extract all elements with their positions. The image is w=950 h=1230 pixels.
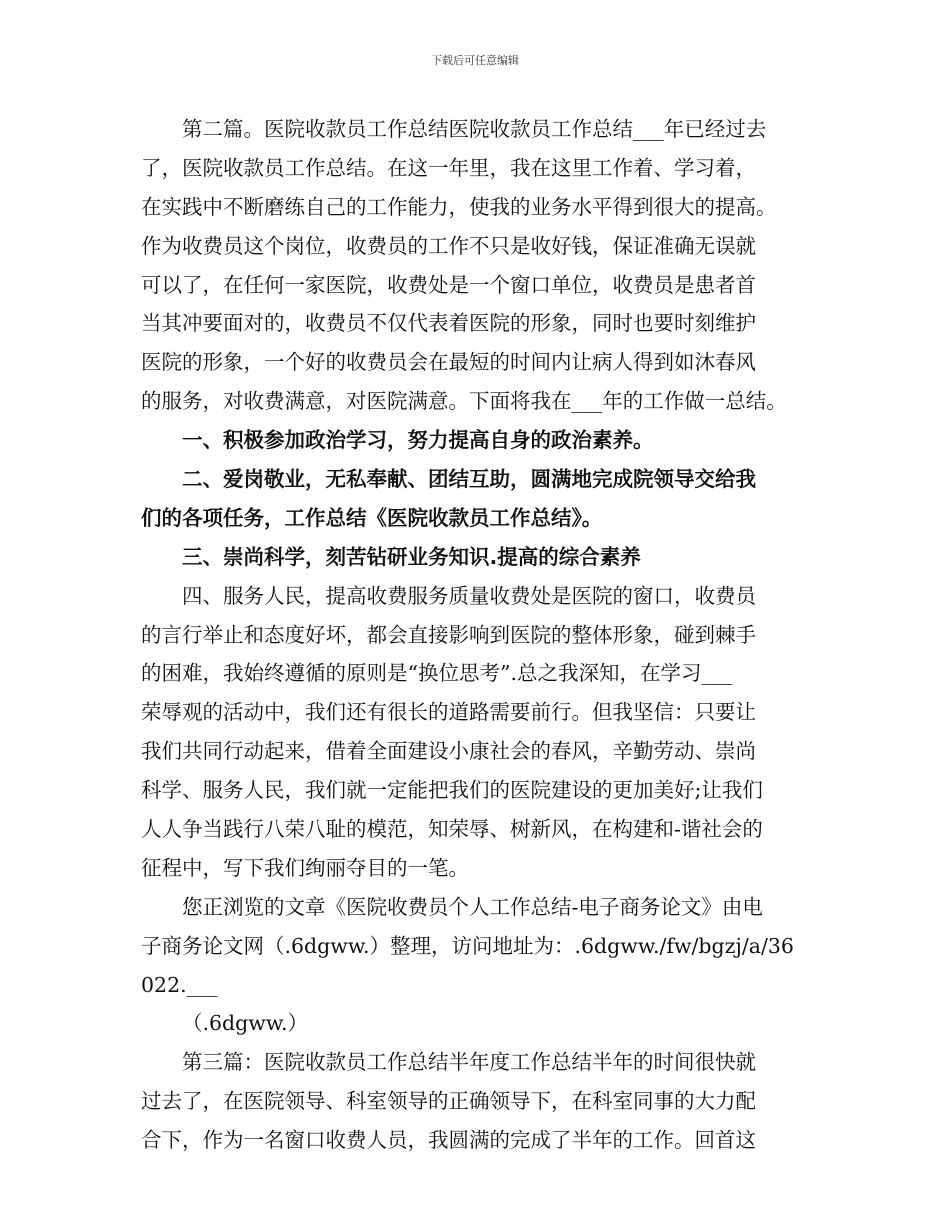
text-line: 人人争当践行八荣八耻的模范，知荣辱、树新风，在构建和-谐社会的: [141, 817, 763, 842]
text-line: （.6dgww.）: [182, 1011, 308, 1036]
text-line: 的困难，我始终遵循的原则是“换位思考”.总之我深知，在学习___: [141, 661, 733, 686]
heading-line: 三、崇尚科学，刻苦钻研业务知识.提高的综合素养: [182, 544, 641, 569]
text-line: 您正浏览的文章《医院收费员个人工作总结-电子商务论文》由电: [182, 894, 763, 919]
text-line: 科学、服务人民，我们就一定能把我们的医院建设的更加美好;让我们: [141, 778, 763, 803]
text-line: 可以了，在任何一家医院，收费处是一个窗口单位，收费员是患者首: [141, 272, 756, 297]
text-line: 当其冲要面对的，收费员不仅代表着医院的形象，同时也要时刻维护: [141, 311, 756, 336]
heading-line: 一、积极参加政治学习，努力提高自身的政治素养。: [182, 428, 654, 453]
text-line: 作为收费员这个岗位，收费员的工作不只是收好钱，保证准确无误就: [141, 233, 756, 258]
text-line: 的言行举止和态度好坏，都会直接影响到医院的整体形象，碰到棘手: [141, 622, 756, 647]
text-line: 在实践中不断磨练自己的工作能力，使我的业务水平得到很大的提高。: [141, 194, 777, 219]
text-line: 四、服务人民，提高收费服务质量收费处是医院的窗口，收费员: [182, 583, 756, 608]
text-line: 征程中，写下我们绚丽夺目的一笔。: [141, 855, 469, 880]
text-line: 了，医院收款员工作总结。在这一年里，我在这里工作着、学习着，: [141, 155, 756, 180]
text-line: 合下，作为一名窗口收费人员，我圆满的完成了半年的工作。回首这: [141, 1128, 756, 1153]
text-line: 荣辱观的活动中，我们还有很长的道路需要前行。但我坚信：只要让: [141, 700, 756, 725]
text-line: 的服务，对收费满意，对医院满意。下面将我在___年的工作做一总结。: [141, 389, 787, 414]
page-header: 下载后可任意编辑: [431, 54, 519, 67]
text-line: 022.___: [141, 972, 218, 997]
text-line: 第二篇。医院收款员工作总结医院收款员工作总结___年已经过去: [182, 117, 767, 141]
text-line: 第三篇：医院收款员工作总结半年度工作总结半年的时间很快就: [182, 1050, 756, 1075]
text-line: 我们共同行动起来，借着全面建设小康社会的春风，辛勤劳动、崇尚: [141, 739, 756, 764]
document-body: [141, 110, 826, 1160]
heading-line: 们的各项任务，工作总结《医院收款员工作总结》。: [141, 505, 603, 530]
text-line: 子商务论文网（.6dgww.）整理，访问地址为：.6dgww./fw/bgzj/a/36: [141, 933, 794, 958]
text-line: 过去了，在医院领导、科室领导的正确领导下，在科室同事的大力配: [141, 1089, 756, 1114]
text-line: 医院的形象，一个好的收费员会在最短的时间内让病人得到如沐春风: [141, 350, 756, 375]
heading-line: 二、爱岗敬业，无私奉献、团结互助，圆满地完成院领导交给我: [182, 467, 756, 492]
